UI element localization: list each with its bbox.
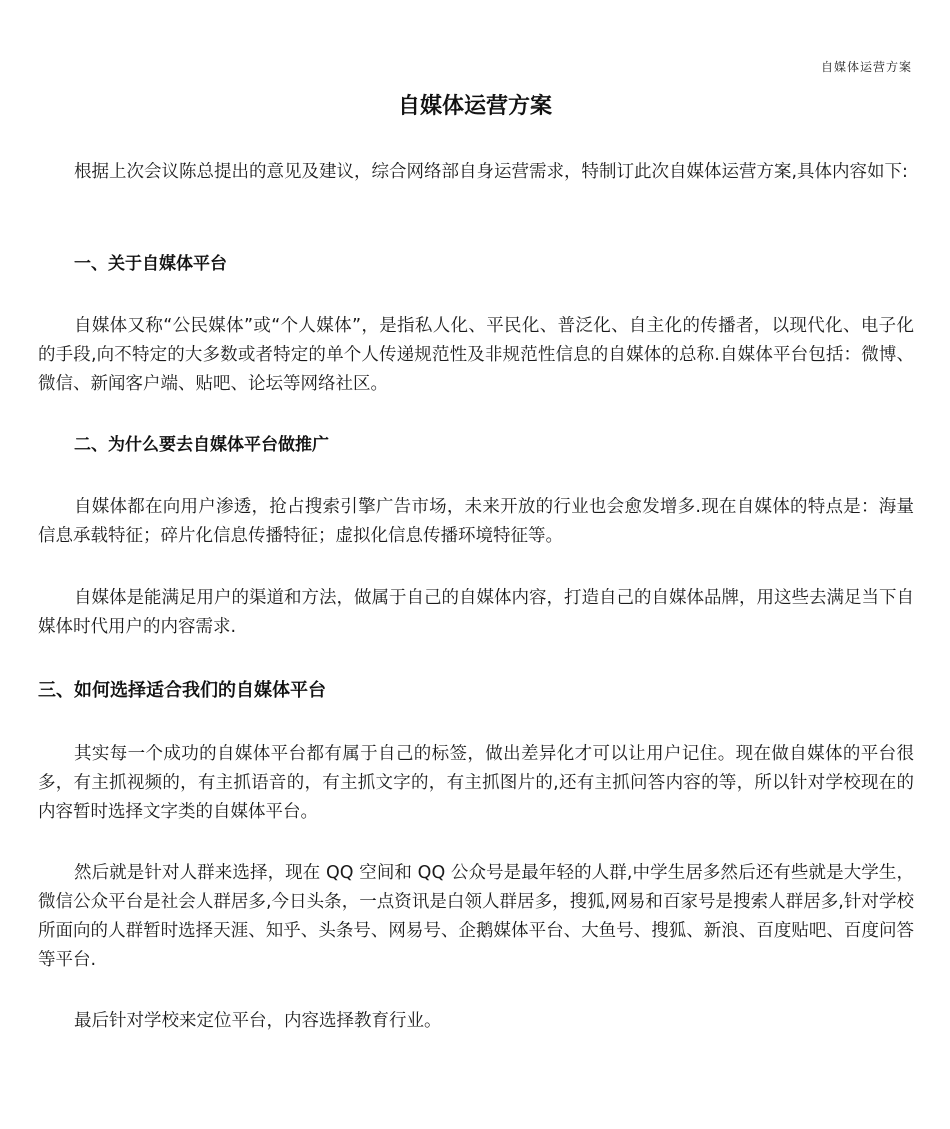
section-3-heading: 三、如何选择适合我们的自媒体平台 [38, 680, 326, 701]
section-3-paragraph-2: 然后就是针对人群来选择，现在 QQ 空间和 QQ 公众号是最年轻的人群,中学生居多然后还有些就是大学生，微信公众平台是社会人群居多,今日头条，一点资讯是白领人群居多，搜狐,网易和百家号是搜索人群居多,针对学校所面向的人群暂时选择天涯、知乎、头条号、网易号、企鹅媒体平台、大鱼号、搜狐、新浪、百度贴吧、百度问答等平台. [38, 863, 914, 970]
section-2-heading: 二、为什么要去自媒体平台做推广 [74, 435, 329, 455]
running-header: 自媒体运营方案 [820, 60, 912, 74]
intro-paragraph: 根据上次会议陈总提出的意见及建议，综合网络部自身运营需求，特制订此次自媒体运营方案,具体内容如下: [74, 162, 908, 182]
section-1-heading: 一、关于自媒体平台 [74, 254, 227, 274]
section-2-paragraph-2: 自媒体是能满足用户的渠道和方法，做属于自己的自媒体内容，打造自己的自媒体品牌，用这些去满足当下自媒体时代用户的内容需求. [38, 588, 914, 637]
document-title: 自媒体运营方案 [397, 94, 552, 119]
section-2-paragraph-1: 自媒体都在向用户渗透，抢占搜索引擎广告市场，未来开放的行业也会愈发增多.现在自媒体的特点是：海量信息承载特征；碎片化信息传播特征；虚拟化信息传播环境特征等。 [38, 497, 914, 546]
section-1-paragraph: 自媒体又称“公民媒体”或“个人媒体”，是指私人化、平民化、普泛化、自主化的传播者，以现代化、电子化的手段,向不特定的大多数或者特定的单个人传递规范性及非规范性信息的自媒体的总称.自媒体平台包括：微博、微信、新闻客户端、贴吧、论坛等网络社区。 [38, 316, 914, 394]
section-3-paragraph-3: 最后针对学校来定位平台，内容选择教育行业。 [74, 1011, 442, 1031]
section-3-paragraph-1: 其实每一个成功的自媒体平台都有属于自己的标签，做出差异化才可以让用户记住。现在做自媒体的平台很多，有主抓视频的，有主抓语音的，有主抓文字的，有主抓图片的,还有主抓问答内容的等，所以针对学校现在的内容暂时选择文字类的自媒体平台。 [38, 744, 914, 822]
